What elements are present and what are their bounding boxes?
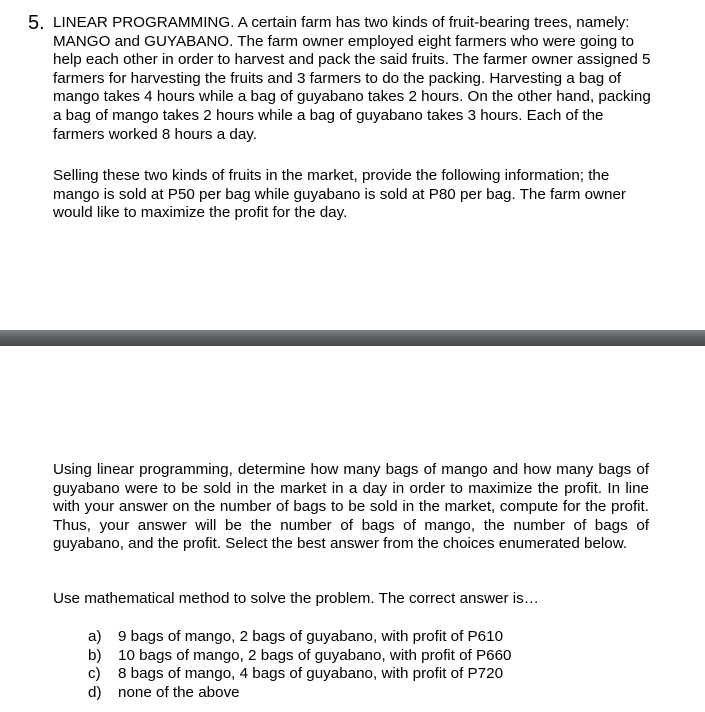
- problem-paragraph-2: Selling these two kinds of fruits in the market, provide the following information; the mango is sold at P50 per bag while guyabano is sold at P80 per bag. The farm owner would like to maximize the profit for the day.: [53, 167, 626, 222]
- choice-text: 10 bags of mango, 2 bags of guyabano, with profit of P660: [118, 646, 512, 664]
- choice-text: none of the above: [118, 683, 240, 701]
- choice-letter: a): [88, 628, 102, 645]
- choice-d[interactable]: [88, 684, 511, 703]
- answer-choices: [88, 628, 511, 702]
- choice-text: 9 bags of mango, 2 bags of guyabano, with profit of P610: [118, 628, 504, 645]
- problem-statement: [28, 14, 650, 144]
- question-method: Use mathematical method to solve the problem. The correct answer is…: [53, 590, 539, 607]
- choice-c[interactable]: [88, 665, 511, 684]
- choice-letter: c): [88, 665, 101, 683]
- page-bottom: [0, 346, 705, 712]
- choice-letter: b): [88, 646, 102, 664]
- problem-number: 5.: [28, 12, 45, 34]
- choice-b[interactable]: [88, 647, 511, 666]
- choice-text: 8 bags of mango, 4 bags of guyabano, with profit of P720: [118, 665, 504, 683]
- page-separator: [0, 330, 705, 346]
- question-text: Using linear programming, determine how many bags of mango and how many bags of guyabano were to be sold in the market in a day in order to maximize the profit. In line with your answer on the number of bags to be sold in the market, compute for the profit. Thus, your answer will be the number of bags of mango, the number of bags of guyabano, and the profit. Select the best answer from the choices enumerated below.: [53, 461, 649, 553]
- choice-letter: d): [88, 683, 102, 701]
- choice-a[interactable]: [88, 628, 511, 647]
- problem-paragraph-1: LINEAR PROGRAMMING. A certain farm has two kinds of fruit-bearing trees, namely: MANGO and GUYABANO. The farm owner employed eight farmers who were going to help each other in order to harvest and pack the said fruits. The farmer owner assigned 5 farmers for harvesting the fruits and 3 farmers to do the packing. Harvesting a bag of mango takes 4 hours while a bag of guyabano takes 2 hours. On the other hand, packing a bag of mango takes 2 hours while a bag of guyabano takes 3 hours. Each of the farmers worked 8 hours a day.: [53, 14, 651, 143]
- page-top: [0, 0, 705, 330]
